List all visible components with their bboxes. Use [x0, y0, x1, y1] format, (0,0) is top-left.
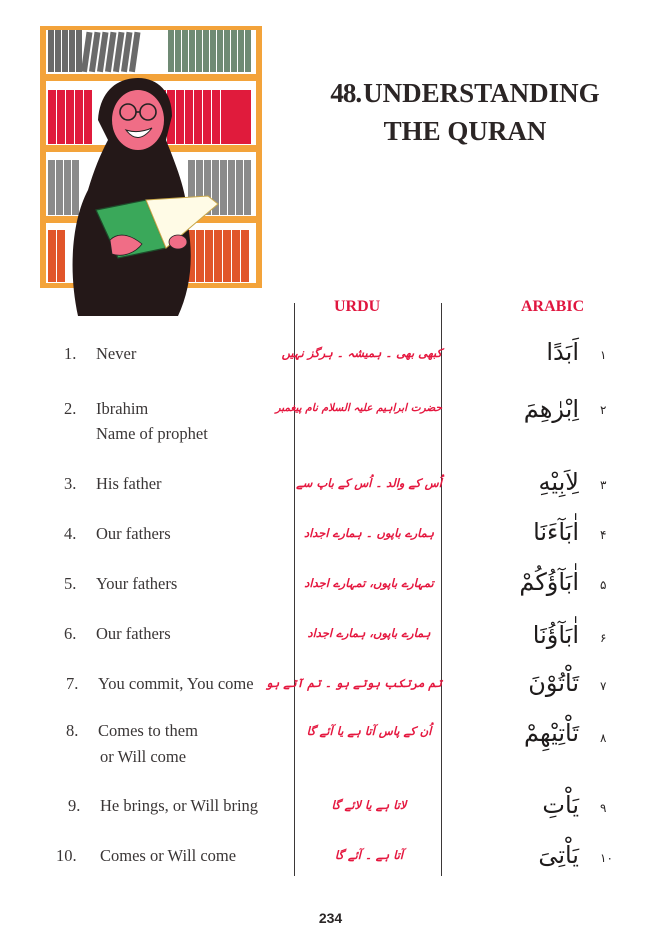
arabic-row-number: ٣: [600, 478, 607, 492]
row-number: 1.: [64, 344, 77, 363]
arabic-word: اٰبَآءَنَا: [533, 518, 579, 546]
urdu-meaning: آتا ہے ۔ آئے گا: [334, 848, 404, 862]
urdu-meaning: ہمارے باپوں، ہمارے اجداد: [307, 626, 431, 640]
row-number: 9.: [68, 796, 81, 815]
arabic-word: اِبْرٰهِمَ: [523, 395, 579, 423]
row-number: 3.: [64, 474, 77, 493]
arabic-row-number: ۹: [600, 801, 607, 815]
title-line-2: THE QURAN: [383, 116, 547, 146]
woman-reading-illustration: [38, 20, 266, 316]
arabic-column-header: ARABIC: [521, 298, 585, 315]
row-number: 10.: [56, 846, 77, 865]
english-meaning: You commit, You come: [98, 674, 254, 693]
urdu-meaning: تمہارے باپوں، تمہارے اجداد: [304, 576, 434, 590]
row-number: 4.: [64, 524, 77, 543]
arabic-row-number: ۴: [600, 528, 607, 542]
arabic-row-number: ١٠: [600, 851, 613, 865]
urdu-meaning: تم مرتکب ہوتے ہو ۔ تم آتے ہو: [265, 676, 442, 690]
english-meaning: Ibrahim: [96, 399, 149, 418]
urdu-meaning: ہمارے باپوں ۔ ہمارے اجداد: [303, 526, 435, 540]
urdu-column-header: URDU: [334, 298, 381, 315]
english-meaning: Comes to them: [98, 721, 198, 740]
urdu-meaning: لاتا ہے یا لائے گا: [331, 798, 407, 812]
arabic-word: اٰبَآؤُكُمْ: [519, 568, 579, 596]
urdu-meaning: کبھی بھی ۔ ہمیشہ ۔ ہرگز نہیں: [281, 346, 442, 360]
arabic-row-number: ۶: [600, 631, 607, 645]
arabic-word: لِاَبِيْهِ: [538, 468, 579, 496]
page-title: [270, 74, 660, 150]
arabic-row-number: ۸: [600, 731, 607, 745]
row-number: 2.: [64, 399, 77, 418]
row-number: 6.: [64, 624, 77, 643]
english-meaning: Never: [96, 344, 137, 363]
page-number: 234: [318, 910, 343, 926]
english-meaning: He brings, or Will bring: [100, 796, 259, 815]
arabic-word: اٰبَآؤُنَا: [532, 621, 579, 649]
english-meaning: Comes or Will come: [100, 846, 237, 865]
arabic-word: اَبَدًا: [546, 338, 579, 366]
arabic-row-number: ۷: [600, 679, 607, 693]
arabic-word: يَاْتِىَ: [538, 841, 579, 869]
arabic-word: تَاْتِيْهِمْ: [524, 719, 579, 747]
english-meaning-line-2: Name of prophet: [96, 424, 208, 443]
urdu-meaning: اُن کے پاس آتا ہے یا آئے گا: [306, 724, 432, 738]
row-number: 5.: [64, 574, 77, 593]
urdu-column-left-divider: [294, 303, 295, 876]
arabic-word: يَاْتِ: [542, 791, 579, 819]
row-number: 8.: [66, 721, 79, 740]
urdu-meaning: حضرت ابراہیم علیہ السلام نام پیغمبر: [275, 402, 442, 414]
chapter-number: 48.: [330, 78, 362, 108]
english-meaning: Your fathers: [96, 574, 178, 593]
row-number: 7.: [66, 674, 79, 693]
english-meaning: His father: [96, 474, 162, 493]
english-meaning: Our fathers: [96, 524, 171, 543]
urdu-meaning: اُس کے والد ۔ اُس کے باپ سے: [296, 476, 442, 490]
arabic-row-number: ١: [600, 348, 607, 362]
arabic-word: تَاْتُوْنَ: [528, 669, 579, 697]
english-meaning: Our fathers: [96, 624, 171, 643]
title-line-1: UNDERSTANDING: [363, 78, 600, 108]
english-meaning-line-2: or Will come: [100, 747, 187, 766]
arabic-row-number: ٢: [600, 403, 607, 417]
arabic-row-number: ۵: [600, 578, 607, 592]
